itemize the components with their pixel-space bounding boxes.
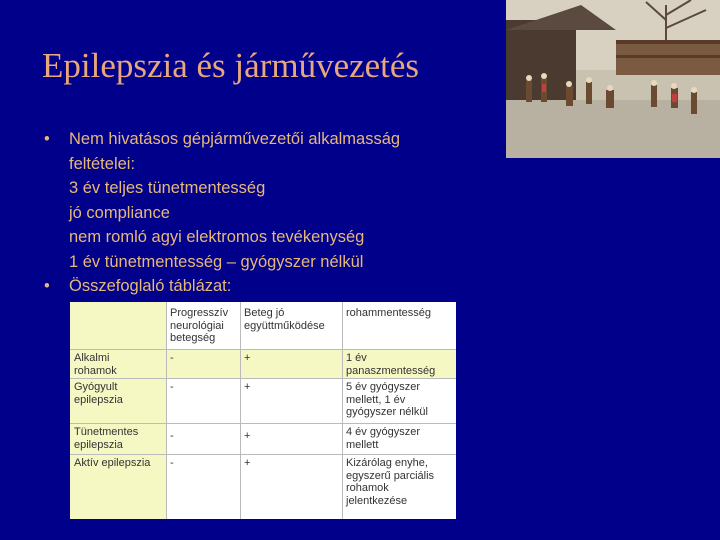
bullet-list xyxy=(44,127,400,299)
table-cell: + xyxy=(244,457,251,469)
row-label xyxy=(74,426,138,451)
table-cell: + xyxy=(244,430,251,442)
header-line: Progresszív xyxy=(170,307,229,319)
header-line: neurológiai xyxy=(170,319,224,332)
table-divider xyxy=(70,378,456,379)
cell-line: jelentkezése xyxy=(346,494,408,507)
summary-table xyxy=(70,302,456,519)
row-label-line: epilepszia xyxy=(74,438,123,451)
cell-line: 4 év gyógyszer xyxy=(346,426,420,438)
table-cell: - xyxy=(170,457,174,469)
cell-line: panaszmentesség xyxy=(346,364,436,377)
cell-line: rohamok xyxy=(346,482,389,494)
header-line: együttműködése xyxy=(244,319,325,332)
header-line: rohammentesség xyxy=(346,307,431,319)
row-label-line: epilepszia xyxy=(74,393,123,406)
table-cell: - xyxy=(170,430,174,442)
table-divider xyxy=(240,302,241,519)
cell-line: mellett xyxy=(346,438,379,451)
row-label-line: Tünetmentes xyxy=(74,426,139,438)
row-label xyxy=(74,457,150,470)
table-divider xyxy=(166,302,167,519)
bullet-line: 1 év tünetmentesség – gyógyszer nélkül xyxy=(69,252,364,271)
row-label-line: Gyógyult xyxy=(74,381,118,393)
bullet-line: jó compliance xyxy=(69,203,170,222)
bullet-item xyxy=(44,274,400,299)
table-cell: - xyxy=(170,352,174,364)
table-divider xyxy=(70,349,456,350)
table-cell xyxy=(346,426,420,451)
row-label xyxy=(74,352,117,377)
header-cell xyxy=(170,307,228,345)
table-cell: - xyxy=(170,381,174,393)
bullet-dot: • xyxy=(44,277,50,295)
village-painting xyxy=(506,0,720,158)
header-line: Beteg jó xyxy=(244,307,285,319)
cell-line: gyógyszer nélkül xyxy=(346,406,428,418)
cell-line: 1 év xyxy=(346,352,367,364)
cell-line: mellett, 1 év xyxy=(346,393,406,406)
table-cell xyxy=(346,457,434,507)
table-cell: + xyxy=(244,381,251,393)
header-cell xyxy=(346,307,431,320)
label-column-fill xyxy=(70,302,166,519)
bullet-line: Összefoglaló táblázat: xyxy=(69,277,232,295)
table-divider xyxy=(70,454,456,455)
table-divider xyxy=(342,302,343,519)
bullet-item xyxy=(44,127,400,274)
row-label-line: Alkalmi xyxy=(74,352,110,364)
bullet-line: 3 év teljes tünetmentesség xyxy=(69,179,266,197)
slide-title: Epilepszia és járművezetés xyxy=(42,46,420,85)
row-label xyxy=(74,381,123,406)
row-label-line: Aktív epilepszia xyxy=(74,457,151,469)
row-label-line: rohamok xyxy=(74,364,117,377)
header-cell xyxy=(244,307,325,332)
cell-line: 5 év gyógyszer xyxy=(346,381,420,393)
bullet-line: nem romló agyi elektromos tevékenység xyxy=(69,228,365,246)
cell-line: egyszerű parciális xyxy=(346,469,435,482)
bullet-line: Nem hivatásos gépjárművezetői alkalmasság xyxy=(69,130,401,148)
table-cell: + xyxy=(244,352,251,364)
table-cell xyxy=(346,381,428,419)
bullet-dot: • xyxy=(44,130,50,148)
table-cell xyxy=(346,352,435,377)
table-divider xyxy=(70,423,456,424)
bullet-line: feltételei: xyxy=(69,154,136,173)
cell-line: Kizárólag enyhe, xyxy=(346,457,428,469)
header-line: betegség xyxy=(170,332,216,344)
painting-graphic xyxy=(506,0,720,158)
